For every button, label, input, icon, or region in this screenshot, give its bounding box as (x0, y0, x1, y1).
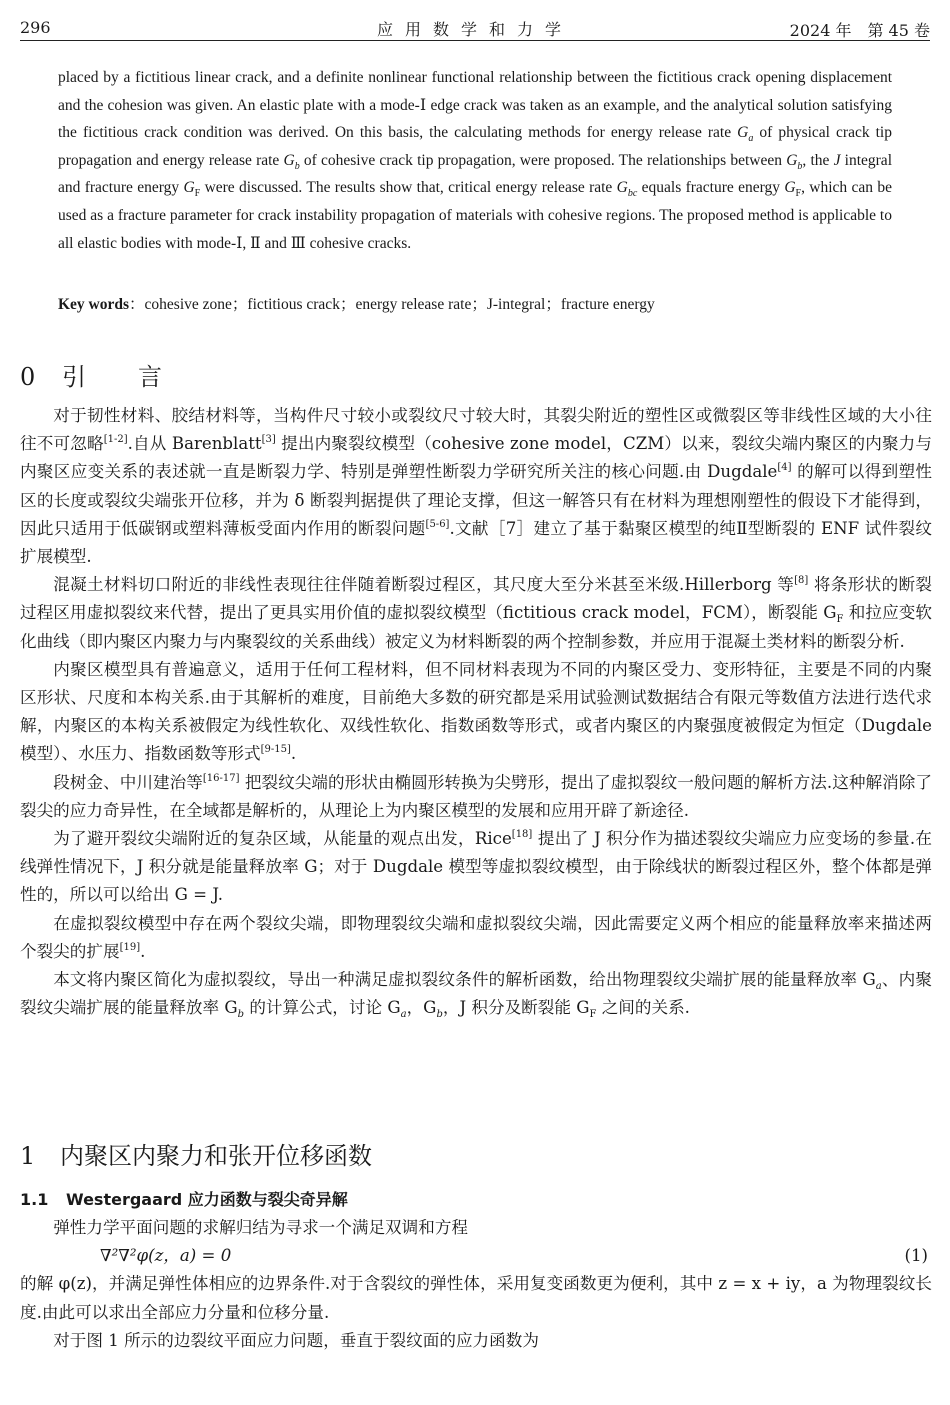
paragraph: 在虚拟裂纹模型中存在两个裂纹尖端，即物理裂纹尖端和虚拟裂纹尖端，因此需要定义两个相应的能量释放率来描述两个裂尖的扩展[19]. (20, 913, 932, 961)
keywords-label: Key words (58, 296, 130, 313)
paragraph: 对于韧性材料、胶结材料等，当构件尺寸较小或裂纹尺寸较大时，其裂尖附近的塑性区或微裂区等非线性区域的大小往往不可忽略[1-2].自从 Barenblatt[3] 提出内聚裂纹模型（cohesive zone model，CZM）以来，裂纹尖端内聚区的内聚力与内聚区应变关系的表述就一直是断裂力学、特别是弹塑性断裂力学研究所关注的核心问题.由 Dugdale[4] 的解可以得到塑性区的长度或裂纹尖端张开位移，并为 δ 断裂判据提供了理论支撑，但这一解答只有在材料为理想刚塑性的假设下才能得到，因此只适用于低碳钢或塑料薄板受面内作用的断裂问题[5-6].文献［7］建立了基于黏聚区模型的纯Ⅱ型断裂的 ENF 试件裂纹扩展模型. (20, 406, 933, 567)
equation-number: (1) (904, 1246, 928, 1266)
abstract-continuation: placed by a fictitious linear crack, and a definite nonlinear functional relationship between the fictitious crack opening displacement and the cohesion was given. An elastic plate with a mode-Ⅰ edge crack was taken as an example, and the analytical solution satisfying the fictitious crack condition was derived. On this basis, the calculating methods for energy release rate $G_a$ of physical crack tip propagation and energy release rate $G_b$ of cohesive crack tip propagation, were proposed. The relationships between $G_b$, the J integral and fracture energy $G_F$ were discussed. The results show that, critical energy release rate $G_{bc}$ equals fracture energy $G_F$, which can be used as a fracture parameter for crack instability propagation of materials with cohesive regions. The proposed method is applicable to all elastic bodies with mode-Ⅰ, Ⅱ and Ⅲ cohesive cracks. (58, 69, 892, 252)
paragraph: 弹性力学平面问题的求解归结为寻求一个满足双调和方程 (53, 1218, 469, 1237)
keywords-text: ：cohesive zone；fictitious crack；energy release rate；J-integral；fracture energy (129, 296, 655, 313)
paragraph: 本文将内聚区简化为虚拟裂纹，导出一种满足虚拟裂纹条件的解析函数，给出物理裂纹尖端扩展的能量释放率 $G_a$、内聚裂纹尖端扩展的能量释放率 $G_b$ 的计算公式，讨论 $G_a$，$G_b$，J 积分及断裂能 $G_F$ 之间的关系. (20, 970, 933, 1021)
subsection-heading-1-1: 1.1 Westergaard 应力函数与裂尖奇异解 (20, 1190, 348, 1209)
equation-expression: ∇²∇²φ(z，a) = 0 (100, 1246, 232, 1266)
keywords (58, 292, 892, 318)
paragraph: 为了避开裂纹尖端附近的复杂区域，从能量的观点出发，Rice[18] 提出了 J 积分作为描述裂纹尖端应力应变场的参量.在线弹性情况下，J 积分就是能量释放率 G；对于 Dugdale 模型等虚拟裂纹模型，由于除线状的断裂过程区外，整个体都是弹性的，所以可以给出 G = J. (20, 829, 932, 905)
section-heading-1: 1 内聚区内聚力和张开位移函数 (20, 1142, 372, 1170)
paragraph: 对于图 1 所示的边裂纹平面应力问题，垂直于裂纹面的应力函数为 (53, 1330, 539, 1350)
section-heading-introduction: 0 引 言 (20, 363, 164, 391)
paragraph: 混凝土材料切口附近的非线性表现往往伴随着断裂过程区，其尺度大至分米甚至米级.Hillerborg 等[8] 将条形状的断裂过程区用虚拟裂纹来代替，提出了更具实用价值的虚拟裂纹模型（fictitious crack model，FCM），断裂能 $G_F$ 和拉应变软化曲线（即内聚区内聚力与内聚裂纹的关系曲线）被定义为材料断裂的两个控制参数，并应用于混凝土类材料的断裂分析. (20, 575, 932, 651)
running-header (20, 14, 930, 41)
equation-1 (20, 1242, 932, 1270)
volume-info: 2024 年 第 45 卷 (789, 21, 930, 40)
paragraph: 的解 φ(z)，并满足弹性体相应的边界条件.对于含裂纹的弹性体，采用复变函数更为便利，其中 z = x + iy，a 为物理裂纹长度.由此可以求出全部应力分量和位移分量. (20, 1274, 932, 1322)
paragraph: 内聚区模型具有普遍意义，适用于任何工程材料，但不同材料表现为不同的内聚区受力、变形特征，主要是不同的内聚区形状、尺度和本构关系.由于其解析的难度，目前绝大多数的研究都是采用试验测试数据结合有限元等数值方法进行迭代求解，内聚区的本构关系被假定为线性软化、双线性软化、指数函数等形式，或者内聚区的内聚强度被假定为恒定（Dugdale 模型）、水压力、指数函数等形式[9-15]. (20, 659, 932, 764)
introduction-body (20, 402, 932, 1022)
page-number: 296 (20, 18, 51, 37)
journal-title: 应用数学和力学 (376, 20, 573, 39)
section-1-body (20, 1214, 932, 1355)
paragraph: 段树金、中川建治等[16-17] 把裂纹尖端的形状由椭圆形转换为尖劈形，提出了虚拟裂纹一般问题的解析方法.这种解消除了裂尖的应力奇异性，在全域都是解析的，从理论上为内聚区模型的发展和应用开辟了新途径. (20, 772, 933, 820)
